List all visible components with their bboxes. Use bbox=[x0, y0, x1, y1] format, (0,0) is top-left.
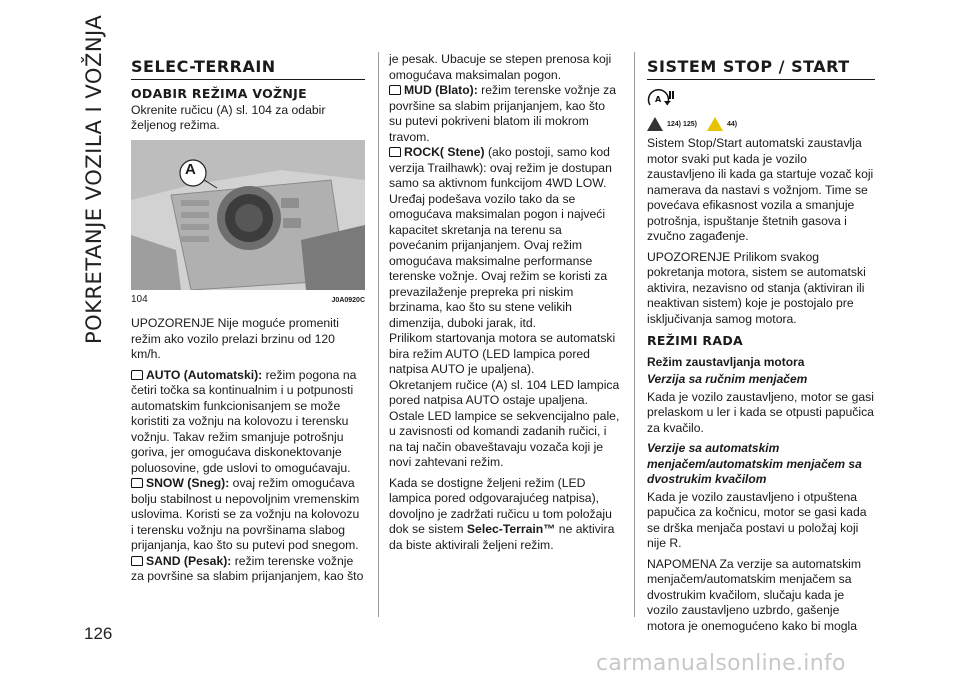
speed-warning: UPOZORENJE Nije moguće promeniti režim ako vozilo prelazi brzinu od 120 km/h. bbox=[131, 316, 339, 361]
stop-start-warning: UPOZORENJE Prilikom svakog pokretanja motora, sistem se automatski aktivira, nezavisno od stanja (aktiviran ili neaktivan sistem) koje je postojalo pre isključivanja samog motora. bbox=[647, 249, 866, 326]
knob-led-paragraph: Okretanjem ručice (A) sl. 104 LED lampica pored natpisa AUTO ostaje upaljena. bbox=[389, 377, 620, 407]
column-divider bbox=[634, 52, 635, 617]
car-icon bbox=[131, 556, 143, 566]
car-icon bbox=[131, 478, 143, 488]
heading-engine-stop: Režim zaustavljanja motora bbox=[647, 354, 805, 369]
sand-continuation: je pesak. Ubacuje se stepen prenosa koji omogućava maksimalan pogon. bbox=[389, 52, 612, 82]
auto-start-paragraph: Prilikom startovanja motora se automatski bira režim AUTO (LED lampica pored natpisa AUTO je upaljena). bbox=[389, 331, 616, 376]
stop-start-intro: Sistem Stop/Start automatski zaustavlja motor svaki put kada je vozilo zaustavljeno ili kada ga startuje vozač koji namerava da nastavi s vožnjom. Time se povećava efikasnost vozila a smanjuje potrošnja, ispuštanje štetnih gasova i zvučno zagađenje. bbox=[647, 136, 874, 243]
intro-paragraph: Okrenite ručicu (A) sl. 104 za odabir željenog režima. bbox=[131, 102, 326, 132]
automatic-paragraph: Kada je vozilo zaustavljeno i otpuštena papučica za kočnicu, motor se gasi kada se drška menjača postavi u položaj koji nije R. bbox=[647, 489, 867, 550]
caution-warning-icon bbox=[707, 117, 723, 131]
car-icon bbox=[389, 85, 401, 95]
selection-paragraph: Kada se dostigne željeni režim (LED lampica pored odgovarajućeg natpisa), dovoljno je zadržati ručicu u tom položaju dok se sistem Selec-Terrain™ ne aktivira da biste aktivirali željeni režim. bbox=[389, 475, 615, 552]
car-icon bbox=[389, 147, 401, 157]
figure-104 bbox=[131, 140, 365, 290]
heading-automatic-version: Verzije sa automatskim menjačem/automatskim menjačem sa dvostrukim kvačilom bbox=[647, 441, 862, 486]
column-divider bbox=[378, 52, 379, 617]
column-1 bbox=[131, 52, 365, 585]
section-title-stop-start: SISTEM STOP / START bbox=[647, 58, 875, 80]
manual-paragraph: Kada je vozilo zaustavljeno, motor se gasi prelaskom u ler i kada se otpusti papučica za kvačilo. bbox=[647, 389, 874, 435]
chapter-title: POKRETANJE VOZILA I VOŽNJA bbox=[82, 14, 106, 344]
sequential-led-paragraph: Ostale LED lampice se sekvencijalno pale, u zavisnosti od komandi zadanih ručici, i na taj način obaveštavaju vozača koji je novi zahtevani režim. bbox=[389, 408, 620, 469]
mode-sand: SAND (Pesak): režim terenske vožnje za površine sa slabim prijanjanjem, kao što bbox=[131, 553, 364, 583]
column-2 bbox=[389, 52, 621, 558]
svg-text:A: A bbox=[655, 95, 662, 104]
mode-snow: SNOW (Sneg): ovaj režim omogućava bolju stabilnost u nepovoljnim vremenskim uslovima. Koristi se za vožnju na kolovozu i terensku vožnju na površinama slabog prijanjanja, kao što su putevi pod snegom. bbox=[131, 476, 360, 552]
column-3 bbox=[647, 52, 875, 639]
figure-caption bbox=[131, 292, 365, 309]
danger-warning-icon bbox=[647, 117, 663, 131]
warning-references: 124) 125) 44) bbox=[647, 117, 875, 133]
figure-code: J0A0920C bbox=[331, 296, 365, 304]
subsection-title-drive-mode: ODABIR REŽIMA VOŽNJE bbox=[131, 86, 307, 101]
stop-start-icon bbox=[647, 88, 677, 108]
figure-number: 104 bbox=[131, 293, 148, 305]
watermark: carmanualsonline.info bbox=[596, 651, 846, 676]
subsection-title-modes: REŽIMI RADA bbox=[647, 333, 743, 348]
mode-mud: MUD (Blato): režim terenske vožnje za površine sa slabim prijanjanjem, kao što su putevi pokriveni blatom ili mokrom travom. bbox=[389, 83, 616, 144]
heading-manual-version: Verzija sa ručnim menjačem bbox=[647, 372, 808, 386]
mode-rock: ROCK( Stene) (ako postoji, samo kod verzija Trailhawk): ovaj režim je dostupan samo sa aktivnom funkcijom 4WD LOW. Uređaj podešava vozilo tako da se omogućava maksimalan pogon i najveći kapacitet skretanja na terenu sa povećanim prijanjanjem. Ovaj režim omogućava maksimalne performanse terenske vožnje. Ovaj režim se koristi za prevazilaženje prepreka pri niskim brzinama, kao što su stene velikih dimenzija, duboki jarak, itd. bbox=[389, 145, 612, 330]
note-paragraph: NAPOMENA Za verzije sa automatskim menjačem/automatskim menjačem sa dvostrukim kvačilom, slučaju kada je vozilo zaustavljeno uzbrdo, gašenje motora je onemogućeno kako bi mogla bbox=[647, 556, 862, 633]
section-title-selec-terrain: SELEC-TERRAIN bbox=[131, 58, 365, 80]
callout-a: A bbox=[185, 160, 196, 178]
page-number: 126 bbox=[84, 624, 113, 643]
console-knob-photo bbox=[131, 140, 365, 290]
mode-auto: AUTO (Automatski): režim pogona na četiri točka sa kontinualnim i u potpunosti automatskim funkcionisanjem se može koristiti za vožnju na kolovozu i terensku vožnju. Takav režim smanjuje potrošnju goriva, jer omogućava diskonektovanje poluosovine, gde uslovi to omogućavaju. bbox=[131, 367, 357, 475]
car-icon bbox=[131, 370, 143, 380]
